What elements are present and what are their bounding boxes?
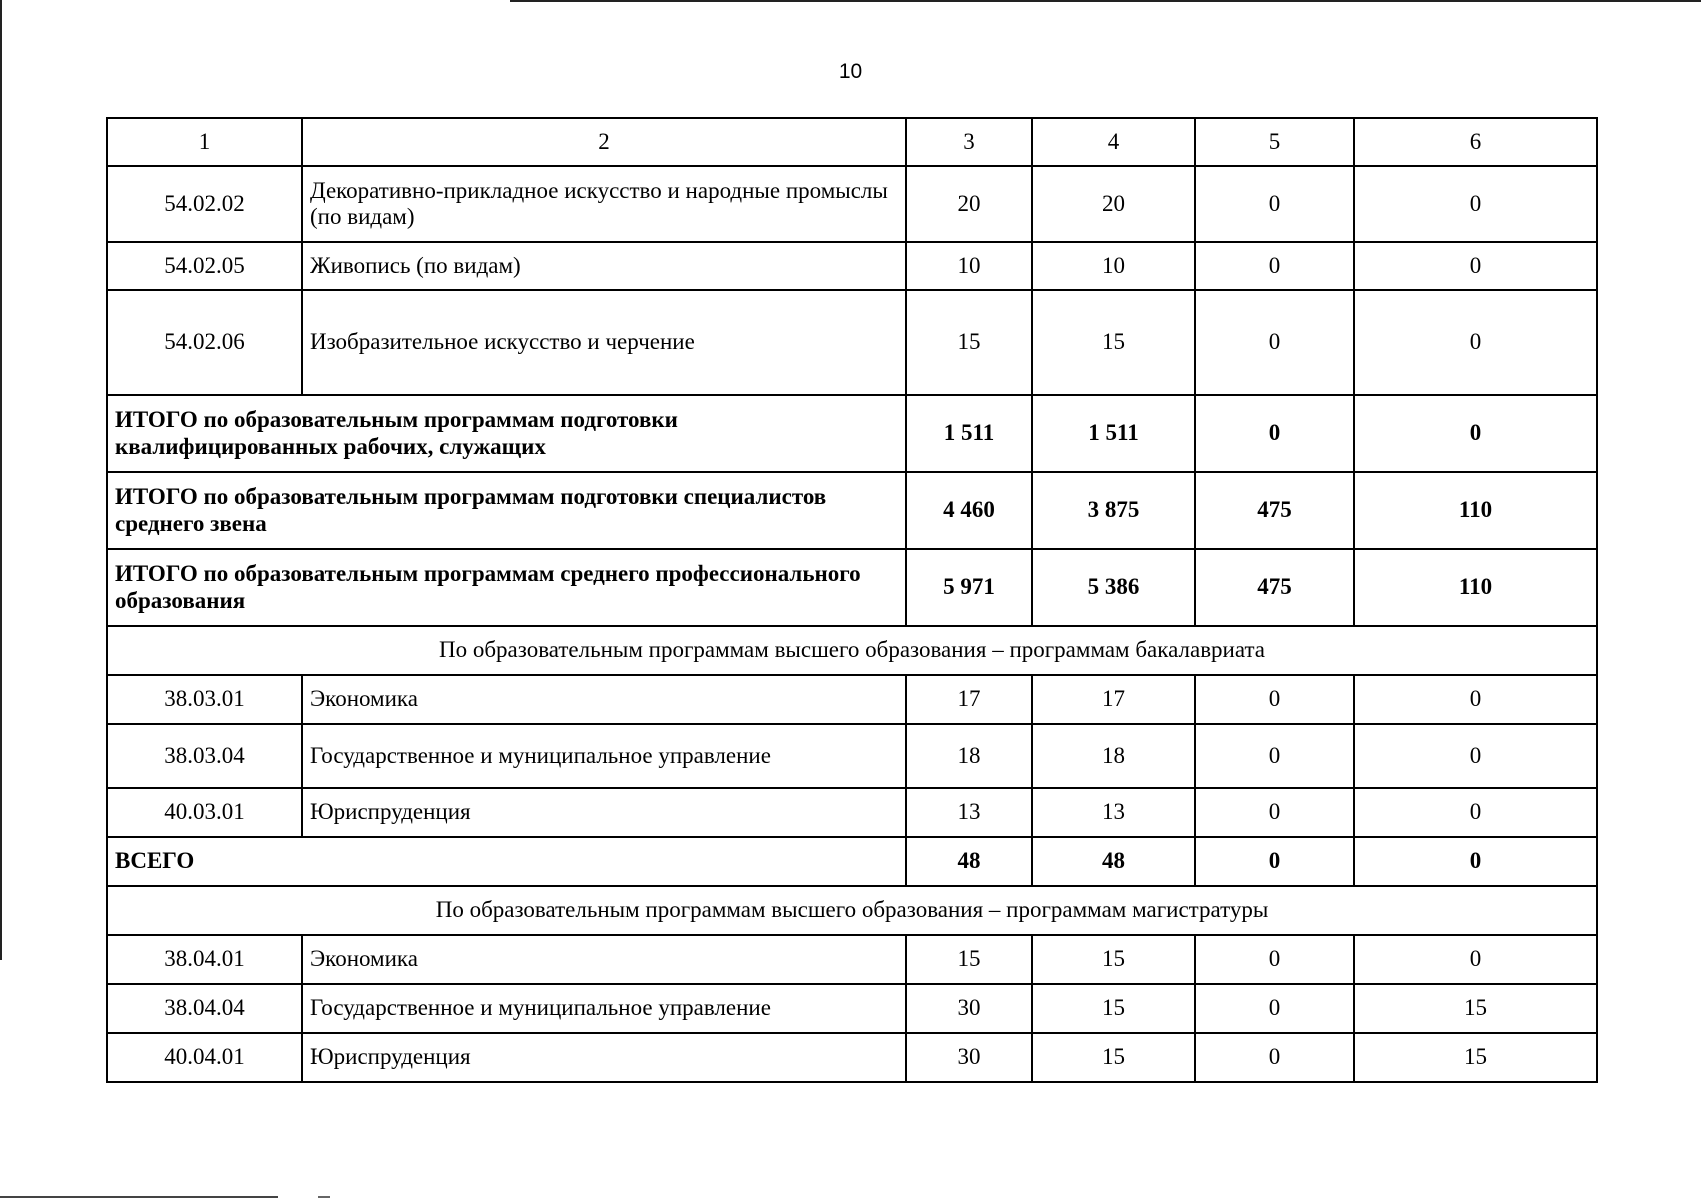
value-cell: 0 [1195,242,1354,290]
value-cell: 13 [1032,788,1195,837]
value-cell: 0 [1354,166,1597,242]
scan-mark [318,1196,330,1198]
header-cell: 3 [906,118,1032,166]
value-cell: 475 [1195,472,1354,549]
table-row [107,166,1597,242]
table-row [107,1033,1597,1082]
value-cell: 15 [1032,935,1195,984]
value-cell: 1 511 [906,395,1032,472]
section-header-row [107,886,1597,935]
value-cell: 0 [1195,837,1354,886]
program-name: Экономика [302,675,906,724]
total-label: ИТОГО по образовательным программам подготовки специалистов среднего звена [107,472,906,549]
program-name: Живопись (по видам) [302,242,906,290]
table-header-row [107,118,1597,166]
scan-edge-top [510,0,1701,2]
program-code: 54.02.02 [107,166,302,242]
value-cell: 15 [906,935,1032,984]
program-code: 54.02.05 [107,242,302,290]
program-code: 38.03.04 [107,724,302,788]
value-cell: 30 [906,1033,1032,1082]
value-cell: 0 [1354,724,1597,788]
value-cell: 10 [1032,242,1195,290]
program-code: 40.04.01 [107,1033,302,1082]
value-cell: 13 [906,788,1032,837]
quota-table [106,117,1598,1083]
table-row [107,242,1597,290]
program-name: Изобразительное искусство и черчение [302,290,906,395]
value-cell: 15 [1354,1033,1597,1082]
header-cell: 4 [1032,118,1195,166]
section-title: По образовательным программам высшего образования – программам бакалавриата [107,626,1597,675]
table-row [107,984,1597,1033]
value-cell: 0 [1195,788,1354,837]
value-cell: 110 [1354,549,1597,626]
program-code: 54.02.06 [107,290,302,395]
total-row [107,837,1597,886]
program-name: Юриспруденция [302,1033,906,1082]
value-cell: 0 [1195,935,1354,984]
value-cell: 20 [1032,166,1195,242]
total-row [107,395,1597,472]
value-cell: 3 875 [1032,472,1195,549]
table-row [107,290,1597,395]
total-label: ИТОГО по образовательным программам подготовки квалифицированных рабочих, служащих [107,395,906,472]
value-cell: 0 [1354,242,1597,290]
value-cell: 30 [906,984,1032,1033]
value-cell: 0 [1195,724,1354,788]
value-cell: 48 [906,837,1032,886]
value-cell: 0 [1354,290,1597,395]
total-row [107,472,1597,549]
value-cell: 17 [1032,675,1195,724]
value-cell: 0 [1195,166,1354,242]
section-header-row [107,626,1597,675]
header-cell: 2 [302,118,906,166]
program-name: Декоративно-прикладное искусство и народные промыслы (по видам) [302,166,906,242]
value-cell: 110 [1354,472,1597,549]
page-number: 10 [838,60,863,83]
program-name: Юриспруденция [302,788,906,837]
value-cell: 15 [1032,984,1195,1033]
program-code: 38.03.01 [107,675,302,724]
value-cell: 5 386 [1032,549,1195,626]
value-cell: 15 [1354,984,1597,1033]
value-cell: 18 [1032,724,1195,788]
scan-edge-bottom [0,1196,278,1198]
header-cell: 1 [107,118,302,166]
total-label: ИТОГО по образовательным программам среднего профессионального образования [107,549,906,626]
value-cell: 0 [1354,935,1597,984]
section-title: По образовательным программам высшего образования – программам магистратуры [107,886,1597,935]
program-name: Государственное и муниципальное управление [302,984,906,1033]
value-cell: 1 511 [1032,395,1195,472]
value-cell: 17 [906,675,1032,724]
total-row [107,549,1597,626]
value-cell: 10 [906,242,1032,290]
value-cell: 0 [1354,395,1597,472]
table-row [107,724,1597,788]
program-code: 40.03.01 [107,788,302,837]
value-cell: 5 971 [906,549,1032,626]
value-cell: 15 [1032,290,1195,395]
table-row [107,788,1597,837]
program-code: 38.04.04 [107,984,302,1033]
value-cell: 0 [1195,675,1354,724]
value-cell: 0 [1195,1033,1354,1082]
value-cell: 475 [1195,549,1354,626]
program-code: 38.04.01 [107,935,302,984]
value-cell: 20 [906,166,1032,242]
value-cell: 0 [1195,290,1354,395]
value-cell: 0 [1195,984,1354,1033]
table-row [107,675,1597,724]
value-cell: 4 460 [906,472,1032,549]
table-row [107,935,1597,984]
value-cell: 0 [1354,675,1597,724]
program-name: Государственное и муниципальное управление [302,724,906,788]
table-body [107,118,1597,1082]
value-cell: 0 [1354,837,1597,886]
value-cell: 48 [1032,837,1195,886]
value-cell: 0 [1195,395,1354,472]
scan-edge-left [0,0,2,960]
header-cell: 5 [1195,118,1354,166]
program-name: Экономика [302,935,906,984]
total-label: ВСЕГО [107,837,906,886]
header-cell: 6 [1354,118,1597,166]
value-cell: 0 [1354,788,1597,837]
value-cell: 18 [906,724,1032,788]
value-cell: 15 [906,290,1032,395]
value-cell: 15 [1032,1033,1195,1082]
